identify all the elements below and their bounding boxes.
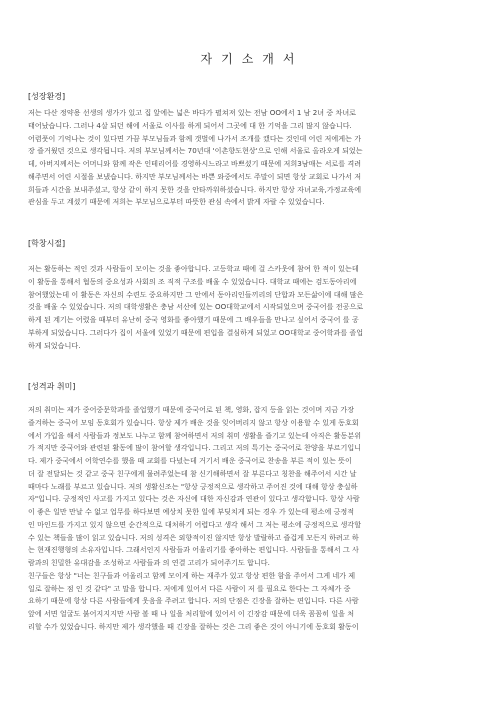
text-line: 이 좋은 일만 만날 수 없고 업무를 하다보면 예상치 못한 일에 부딪치게 되는 경우 가 있는데 평소에 긍정적 bbox=[28, 507, 355, 516]
section-heading-personality: [성격과 취미] bbox=[28, 382, 76, 391]
text-line: 더 잘 전달되는 것 같고 중국 친구에게 물려주었는데 참 신기해하면서 잘 부른다고 칭찬을 해주어서 시간 날 bbox=[28, 468, 357, 478]
text-line: 일로 잘하는 점 인 것 같다" 고 말을 합니다. 저에게 있어서 다른 사람이 저 를 필요로 한다는 그 자체가 중 bbox=[28, 583, 351, 593]
text-line: 다. 제가 중국에서 어학연수를 했을 때 교회를 다녔는데 거기서 배운 중국어로 찬송을 부른 적이 있는 뜻이 bbox=[28, 456, 352, 465]
text-line: 희들과 시간을 보내주셨고, 항상 같이 하지 못한 것을 안타까워하셨습니다. 하지만 항상 자녀교육,가정교육에 bbox=[28, 184, 362, 194]
text-line: 저의 취미는 제가 중어중문학과를 졸업했기 때문에 중국어로 된 책, 영화, 잡지 등을 읽는 것이며 지금 가장 bbox=[28, 405, 355, 414]
text-line: 가 적지만 중국어와 관련된 활동에 많이 참여할 생각입니다. 그리고 저의 특기는 중국어로 찬양을 부르기입니 bbox=[28, 443, 362, 453]
text-line: 앞에 서면 얼굴도 붉어지지지만 사람 볼 때 나 일을 처리할에 있어서 이 긴장감 때문에 더욱 꼼꼼히 일을 처 bbox=[28, 609, 355, 618]
text-line: 이 활동을 통해서 협동의 중요성과 사회의 조 직적 구조를 배울 수 있었습니다. 대학교 때에는 검도동아리에 bbox=[28, 276, 357, 286]
text-line: 부하게 되었습니다. 그러다가 집이 서울에 있었기 때문에 편입을 결심하게 되었고 OO대학교 중어학과를 졸업 bbox=[28, 327, 364, 337]
text-line: 리할 수가 있었습니다. 하지만 제가 생각했을 때 긴장을 잘하는 것은 그리 좋은 것이 아니기에 동호회 활동이 bbox=[28, 621, 359, 631]
text-line: 어렴풋이 기억나는 것이 있다면 가끔 부모님들과 함께 갯벌에 나가서 조개를 캤다는 것인데 어린 저에게는 가 bbox=[28, 133, 362, 143]
text-line: 저는 활동하는 적인 것과 사람들이 모이는 것을 좋아합니다. 고등학교 때에 걸 스카웃에 참여 한 적이 있는데 bbox=[28, 264, 359, 273]
text-line: 인 마인드를 가지고 있지 않으면 순간적으로 대처하기 어렵다고 생각 해서 그 저는 평소에 긍정적으로 생각할 bbox=[28, 519, 362, 529]
text-line: 요하기 때문에 항상 다른 사람들에게 웃음을 주려고 합니다. 저의 단점은 긴장을 잘하는 편입니다. 다른 사람 bbox=[28, 596, 359, 606]
text-line: 태어났습니다. 그러나 4살 되던 해에 서울로 이사를 하게 되어서 그곳에 대 한 기억을 그리 많지 않습니다. bbox=[28, 120, 352, 130]
text-line: 친구들은 항상 "너는 친구들과 어울리고 함께 모이게 하는 재주가 있고 항상 편한 함을 주어서 그게 네가 제 bbox=[28, 570, 356, 580]
text-line: 데, 아버지께서는 어머니와 함께 작은 인테리어를 경영하시느라고 바쁘셨기 때문에 저희3남매는 서로를 격려 bbox=[28, 159, 362, 168]
text-line: 장 즐거웠던 것으로 생각됩니다. 저의 부모님께서는 70년대 '이촌향도현상'으로 인해 서울로 올라오게 되었는 bbox=[28, 146, 363, 156]
section-body-school bbox=[28, 263, 476, 352]
section-body-personality bbox=[28, 404, 476, 634]
section-body-growth bbox=[28, 107, 476, 209]
text-line: 때마다 노래를 부르고 있습니다. 저의 생활신조는 "항상 긍정적으로 생각하고 주어진 것에 대해 항상 충실하 bbox=[28, 481, 358, 491]
text-line: 저는 다산 정약용 선생의 생가가 있고 집 앞에는 넓은 바다가 펼쳐져 있는 전남 OO에서 1 남 2녀 중 차녀로 bbox=[28, 108, 357, 117]
text-line: 자"입니다. 긍정적인 사고를 가지고 있다는 것은 자신에 대한 자신감과 연관이 있다고 생각합니다. 항상 사람 bbox=[28, 494, 360, 504]
text-line: 해주면서 어린 시절을 보냈습니다. 하지만 부모님께서는 바쁜 와중에서도 주말이 되면 항상 교회로 나가서 저 bbox=[28, 171, 362, 181]
text-line: 참여했었는데 이 활동은 자신의 수련도 중요하지만 그 안에서 동아리인들끼리의 단합과 모든삶이에 대해 많은 bbox=[28, 289, 364, 299]
document-title: 자기소개서 bbox=[200, 52, 304, 66]
text-line: 즐겨하는 중국어 모임 동호회가 있습니다. 항상 제가 배운 것을 잊어버리지 않고 항상 이용할 수 있게 동호회 bbox=[28, 417, 359, 427]
text-line: 수 있는 책들을 많이 읽고 있습니다. 저의 성격은 외향적이진 않지만 항상 발랄하고 즐겁게 모든지 하려고 하 bbox=[28, 532, 359, 542]
text-line: 에서 가입을 해서 사람들과 정보도 나누고 함께 참여하면서 저의 취미 생활을 즐기고 있는데 아직은 활동분위 bbox=[28, 430, 362, 440]
section-heading-school: [학창시절] bbox=[28, 239, 66, 248]
text-line: 것을 배울 수 있었습니다. 저의 대학생활은 충남 서산에 있는 OO대학교에서 시작되었으며 중국어를 전공으로 bbox=[28, 302, 364, 312]
text-line: 하게 된 계기는 어렸을 때부터 유난히 중국 영화를 좋아했기 때문에 그 배우들을 만나고 싶어서 중국어 를 공 bbox=[28, 315, 359, 324]
text-line: 하게 되었습니다. bbox=[28, 340, 81, 350]
text-line: 는 현재진행형의 소유자입니다. 그래서인지 사람들과 어울리기를 좋아하는 편입니다. 사람들을 통해서 그 사 bbox=[28, 545, 359, 555]
text-line: 관심을 두고 계셨기 때문에 저희는 부모님으로부터 따뜻한 관심 속에서 밝게 자랄 수 있었습니다. bbox=[28, 197, 325, 207]
section-heading-growth: [성장환경] bbox=[28, 92, 66, 101]
text-line: 람과의 친밀한 유대감을 조성하고 사람들과 의 연결 고리가 되어주기도 합니다. bbox=[28, 558, 270, 567]
